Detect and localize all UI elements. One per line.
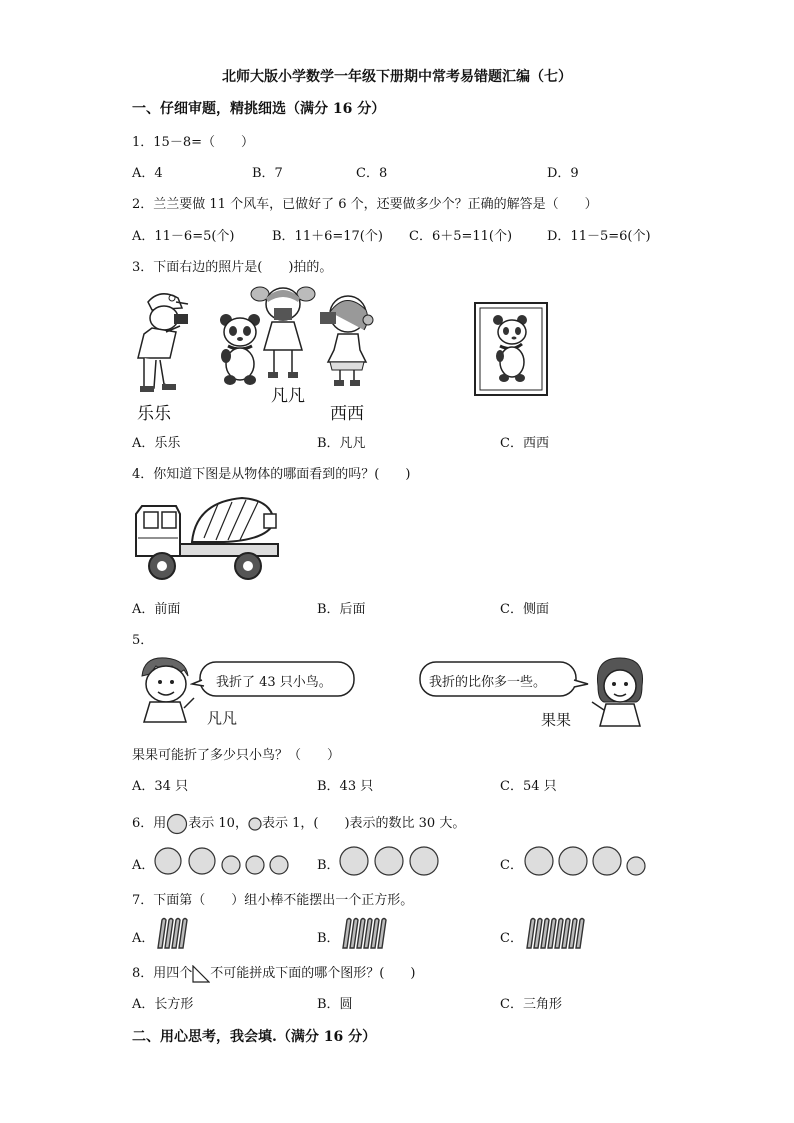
q2-option-a: A．11－6=5(个): [132, 229, 235, 244]
girl-fanfan-illustration: [250, 280, 316, 380]
question-1-stem: 1．15－8=（ ）: [132, 135, 254, 150]
right-triangle-icon: [192, 965, 210, 983]
q1-option-b: B．7: [252, 166, 283, 181]
q7-option-c-label: C．: [500, 931, 523, 946]
q1-option-a: A．4: [132, 166, 163, 181]
q6-option-c-label: C．: [500, 858, 523, 873]
q6-option-a-label: A．: [132, 858, 155, 873]
q8-option-c: C．三角形: [500, 997, 562, 1012]
page-title: 北师大版小学数学一年级下册期中常考易错题汇编（七）: [222, 69, 572, 85]
q8-option-b: B．圆: [317, 997, 353, 1012]
q1-option-c: C．8: [356, 166, 388, 181]
q6-option-b-label: B．: [317, 858, 340, 873]
question-8-stem: [132, 962, 415, 983]
large-circle-icon: [166, 813, 188, 835]
q1-option-d: D．9: [547, 166, 579, 181]
question-2-stem: 2．兰兰要做 11 个风车，已做好了 6 个，还要做多少个？正确的解答是（ ）: [132, 197, 598, 212]
q8-text-2: 不可能拼成下面的哪个图形？( ): [210, 966, 416, 981]
question-7-stem: 7．下面第（ ）组小棒不能摆出一个正方形。: [132, 893, 414, 908]
q2-option-c: C．6＋5=11(个): [409, 229, 513, 244]
q4-option-b: B．后面: [317, 602, 366, 617]
q8-text-1: 8．用四个: [132, 966, 193, 981]
q6-option-a-circles: [152, 845, 292, 877]
q7-option-c-sticks: [525, 916, 585, 950]
q2-option-d: D．11－5=6(个): [547, 229, 651, 244]
framed-photo-illustration: [474, 302, 548, 396]
name-xixi: 西西: [330, 404, 364, 424]
small-circle-icon: [248, 817, 262, 831]
q5-option-c: C．54 只: [500, 779, 557, 794]
girl-xixi-illustration: [316, 290, 374, 386]
bubble-right-text: 我折的比你多一些。: [429, 675, 547, 690]
bubble-left-text: 我折了 43 只小鸟。: [216, 675, 332, 690]
q7-option-a-label: A．: [132, 931, 155, 946]
question-5-number: 5．: [132, 633, 154, 648]
name-fanfan-q5: 凡凡: [207, 709, 238, 727]
q3-option-b: B．凡凡: [317, 436, 366, 451]
name-lele: 乐乐: [137, 404, 171, 424]
question-5-stem: 果果可能折了多少只小鸟？（ ）: [132, 748, 341, 763]
girl-guoguo-illustration: [590, 656, 650, 728]
q6-text-2: 表示 10，: [188, 816, 248, 831]
boy-lele-illustration: [130, 288, 200, 398]
q7-option-b-sticks: [341, 916, 387, 950]
section-heading-2: 二、用心思考，我会填.（满分 16 分）: [132, 1029, 377, 1045]
q5-option-b: B．43 只: [317, 779, 374, 794]
name-fanfan: 凡凡: [271, 386, 305, 406]
q2-option-b: B．11＋6=17(个): [272, 229, 383, 244]
boy-fanfan-illustration: [134, 656, 198, 726]
q6-option-b-circles: [337, 845, 443, 877]
section-heading-1: 一、仔细审题，精挑细选（满分 16 分）: [132, 101, 386, 117]
q6-text-1: 6．用: [132, 816, 167, 831]
q6-option-c-circles: [522, 845, 648, 877]
q8-option-a: A．长方形: [132, 997, 194, 1012]
question-4-stem: 4．你知道下图是从物体的哪面看到的吗？( ): [132, 467, 411, 482]
q3-option-c: C．西西: [500, 436, 549, 451]
q7-option-b-label: B．: [317, 931, 340, 946]
q7-option-a-sticks: [156, 916, 190, 950]
q4-option-a: A．前面: [132, 602, 181, 617]
q3-option-a: A．乐乐: [132, 436, 181, 451]
question-6-stem: [132, 812, 465, 835]
q6-text-3: 表示 1，( )表示的数比 30 大。: [261, 816, 466, 831]
q5-option-a: A．34 只: [132, 779, 189, 794]
name-guoguo: 果果: [541, 711, 572, 729]
question-3-stem: 3．下面右边的照片是( )拍的。: [132, 260, 333, 275]
cement-mixer-truck-illustration: [132, 494, 282, 582]
q4-option-c: C．侧面: [500, 602, 549, 617]
